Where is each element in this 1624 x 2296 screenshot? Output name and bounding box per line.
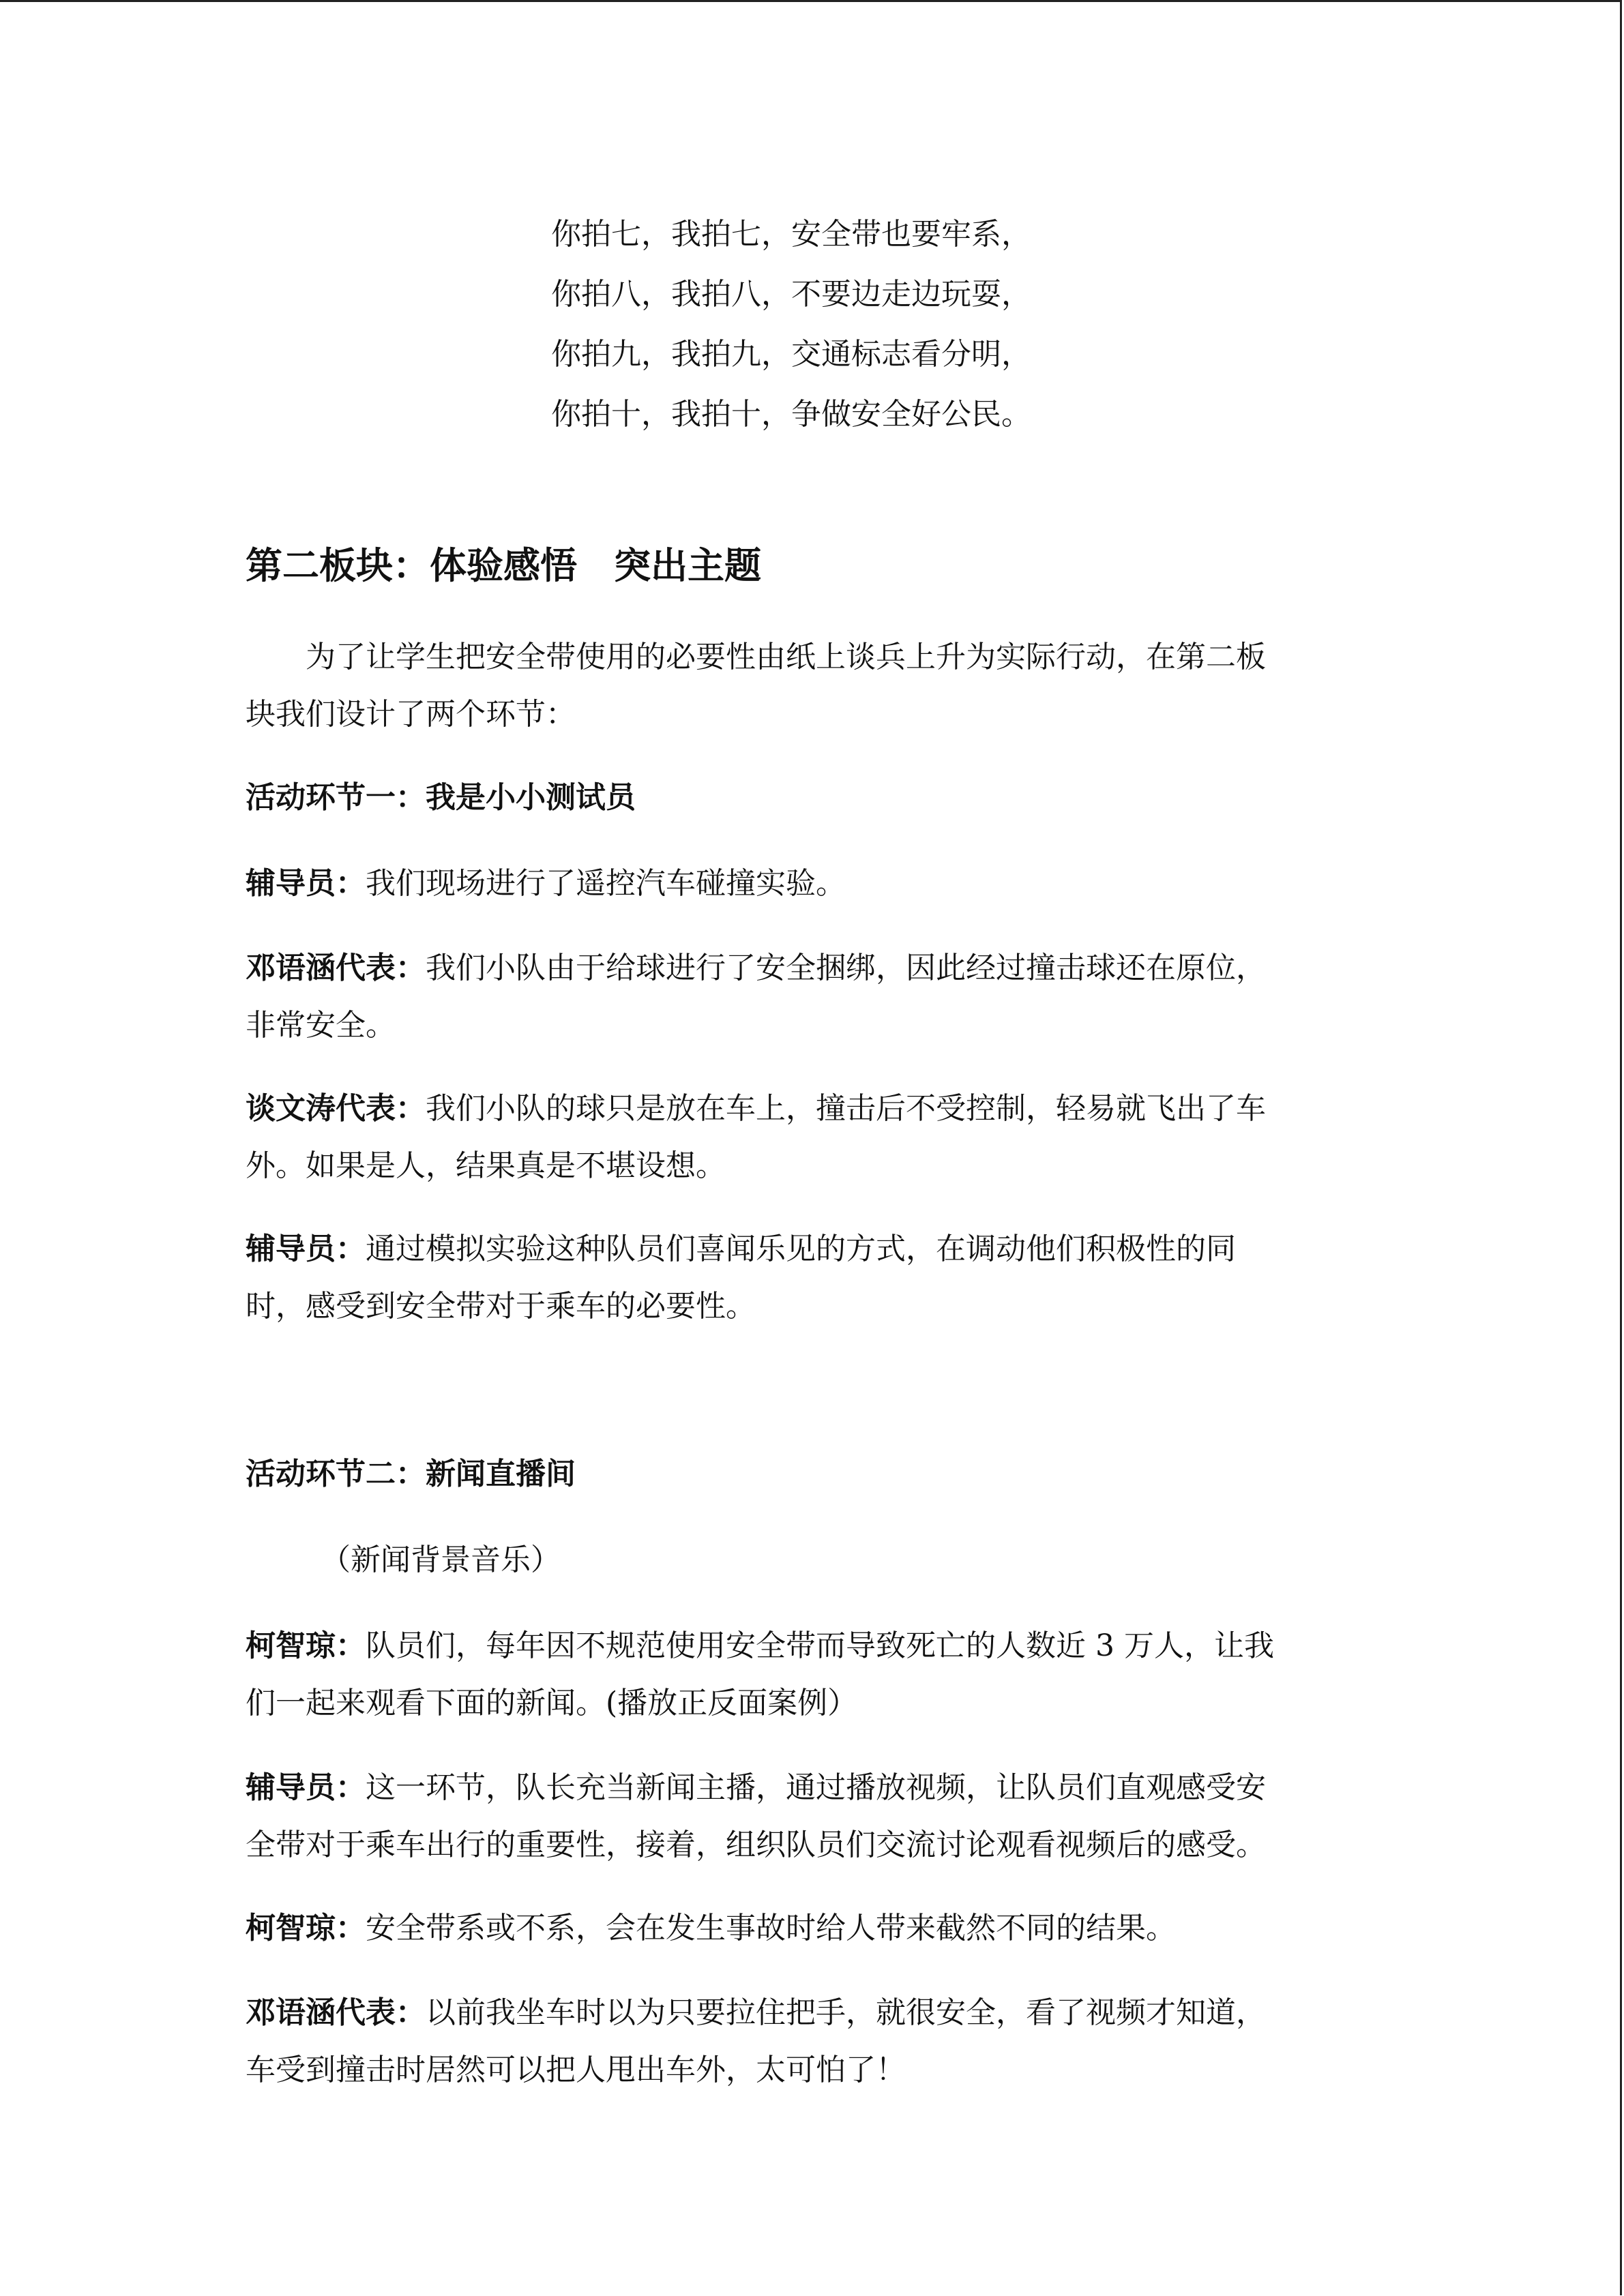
rhyme-line: 你拍十，我拍十，争做安全好公民。 — [551, 397, 1031, 432]
dialogue-paragraph — [246, 1221, 1364, 1335]
dialogue-paragraph — [246, 1759, 1364, 1874]
dialogue-text: 队员们，每年因不规范使用安全带而导致死亡的人数近 3 万人，让我 — [366, 1628, 1274, 1663]
dialogue-paragraph — [246, 1900, 1364, 1957]
dialogue-text: 这一环节，队长充当新闻主播，通过播放视频，让队员们直观感受安 — [366, 1770, 1266, 1805]
dialogue-text: 以前我坐车时以为只要拉住把手，就很安全，看了视频才知道， — [426, 1995, 1266, 2030]
activity-two-title: 活动环节二：新闻直播间 — [246, 1457, 576, 1491]
speaker-label: 辅导员： — [246, 1770, 366, 1805]
speaker-label: 邓语涵代表： — [246, 951, 426, 985]
dialogue-text: 非常安全。 — [246, 1008, 396, 1043]
intro-paragraph — [246, 629, 1364, 743]
dialogue-text: 时，感受到安全带对于乘车的必要性。 — [246, 1289, 756, 1324]
speaker-label: 柯智琼： — [246, 1911, 366, 1945]
dialogue-text: 我们现场进行了遥控汽车碰撞实验。 — [366, 866, 846, 901]
rhyme-line: 你拍七，我拍七，安全带也要牢系， — [551, 217, 1031, 252]
activity-one-title: 活动环节一：我是小小测试员 — [246, 780, 636, 815]
speaker-label: 邓语涵代表： — [246, 1995, 426, 2030]
dialogue-paragraph — [246, 1984, 1364, 2099]
dialogue-text: 通过模拟实验这种队员们喜闻乐见的方式，在调动他们积极性的同 — [366, 1232, 1236, 1266]
dialogue-paragraph — [246, 1617, 1364, 1732]
clapping-rhyme — [551, 205, 1031, 445]
rhyme-line: 你拍八，我拍八，不要边走边玩耍， — [551, 277, 1031, 312]
speaker-label: 谈文涛代表： — [246, 1091, 426, 1126]
intro-line: 为了让学生把安全带使用的必要性由纸上谈兵上升为实际行动，在第二板 — [306, 640, 1266, 674]
dialogue-text: 安全带系或不系，会在发生事故时给人带来截然不同的结果。 — [366, 1911, 1176, 1945]
dialogue-text: 我们小队由于给球进行了安全捆绑，因此经过撞击球还在原位， — [426, 951, 1266, 985]
dialogue-paragraph — [246, 940, 1364, 1054]
rhyme-line: 你拍九，我拍九，交通标志看分明， — [551, 337, 1031, 372]
section-heading: 第二板块：体验感悟 突出主题 — [246, 544, 761, 587]
dialogue-text: 外。如果是人，结果真是不堪设想。 — [246, 1148, 726, 1183]
speaker-label: 辅导员： — [246, 866, 366, 901]
dialogue-text: 们一起来观看下面的新闻。(播放正反面案例） — [246, 1686, 858, 1720]
speaker-label: 辅导员： — [246, 1232, 366, 1266]
speaker-label: 柯智琼： — [246, 1628, 366, 1663]
dialogue-text: 我们小队的球只是放在车上，撞击后不受控制，轻易就飞出了车 — [426, 1091, 1266, 1126]
dialogue-text: 全带对于乘车出行的重要性，接着，组织队员们交流讨论观看视频后的感受。 — [246, 1828, 1266, 1862]
intro-line: 块我们设计了两个环节： — [246, 697, 576, 732]
stage-note: （新闻背景音乐） — [321, 1542, 561, 1577]
dialogue-paragraph — [246, 855, 1364, 912]
dialogue-paragraph — [246, 1080, 1364, 1195]
dialogue-text: 车受到撞击时居然可以把人甩出车外，太可怕了！ — [246, 2053, 906, 2087]
